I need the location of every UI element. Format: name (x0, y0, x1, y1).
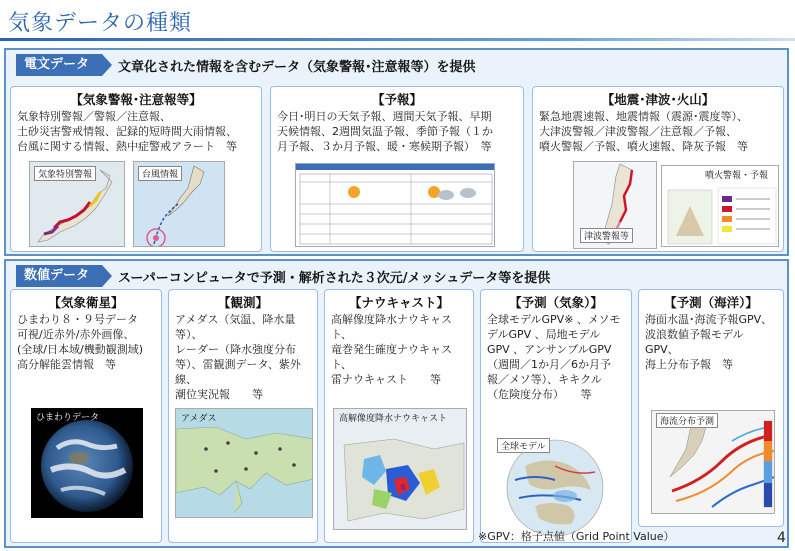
card-line: 今日･明日の天気予報、週間天気予報、早期 (277, 110, 492, 123)
himawari-image (31, 408, 143, 518)
special-warning-map-image (29, 161, 125, 247)
card-ocean-prediction (638, 289, 784, 527)
page-number: 4 (777, 530, 786, 546)
volcano-warning-image (661, 165, 779, 247)
card-line: 海面水温･海流予報GPV、 (645, 313, 773, 326)
card-line: 台風に関する情報、熱中症警戒アラート 等 (17, 140, 237, 153)
card-title: 【地震･津波･火山】 (601, 92, 715, 107)
card-line: デルGPV 、局地モデル (487, 328, 601, 341)
global-model-image (495, 436, 617, 540)
card-satellite (10, 289, 162, 543)
card-nowcast (324, 289, 474, 543)
card-line: レーダー（降水強度分布 (175, 343, 296, 356)
telegram-data-panel (4, 48, 789, 256)
card-line: 高分解能雲情報 等 (17, 358, 116, 371)
card-line: 報／メソ等）、キキクル (487, 373, 602, 386)
card-title: 【予測（気象）】 (509, 295, 603, 310)
card-line: 潮位実況報 等 (175, 388, 263, 401)
card-line: 月予報、３か月予報、暖・寒候期予報） 等 (277, 140, 492, 153)
image-label: アメダス (181, 414, 217, 424)
title-divider (0, 38, 795, 41)
card-line: 等）、雷観測データ、紫外線、 (175, 358, 301, 386)
image-label: 高解像度降水ナウキャスト (339, 414, 448, 424)
card-line: 雷ナウキャスト 等 (331, 373, 441, 386)
card-earthquake (532, 86, 784, 252)
card-line: 大津波警報／津波警報／注意報／予報、 (539, 125, 737, 138)
image-label: ひまわりデータ (36, 413, 100, 423)
card-line: 高解像度降水ナウキャスト、 (331, 313, 452, 341)
gpv-footnote: ※GPV：格子点値（Grid Point Value） (478, 530, 675, 543)
card-line: (全球/日本域/機動観測域) (17, 343, 143, 356)
card-forecast (270, 86, 524, 252)
card-line: 竜巻発生確度ナウキャスト、 (331, 343, 452, 371)
card-line: 緊急地震速報、地震情報（震源･震度等）、 (539, 110, 748, 123)
image-label: 全球モデル (497, 438, 550, 453)
card-line: GPV 、アンサンブルGPV (487, 343, 612, 356)
image-label: 台風情報 (138, 166, 182, 181)
ocean-current-image (651, 410, 775, 514)
card-line: アメダス（気温、降水量等）、 (175, 313, 296, 341)
card-title: 【ナウキャスト】 (348, 295, 449, 310)
card-line: 土砂災害警戒情報、記録的短時間大雨情報、 (17, 125, 237, 138)
card-title: 【気象警報･注意報等】 (70, 92, 202, 107)
image-label: 海流分布予測 (656, 413, 718, 428)
card-warnings (10, 86, 262, 252)
card-line: 噴火警報／予報、噴火速報、降灰予報 等 (539, 140, 748, 153)
amedas-map-image (175, 408, 313, 518)
nowcast-precip-image (333, 408, 467, 530)
image-label: 噴火警報・予報 (702, 168, 771, 181)
card-title: 【予測（海洋）】 (664, 295, 758, 310)
card-line: 波浪数値予報モデルGPV、 (645, 328, 744, 356)
card-line: 気象特別警報／警報／注意報、 (17, 110, 171, 123)
card-line: ひまわり８・９号データ (17, 313, 138, 326)
telegram-tag: 電文データ (16, 54, 102, 76)
card-line: 海上分布予報 等 (645, 358, 733, 371)
forecast-table-image (295, 163, 495, 247)
card-weather-prediction (480, 289, 632, 543)
numeric-headline: スーパーコンピュータで予測・解析された３次元/メッシュデータ等を提供 (118, 271, 551, 286)
card-line: 可視/近赤外/赤外画像、 (17, 328, 135, 341)
card-line: （週間／1か月／6か月予 (487, 358, 611, 371)
card-observation (168, 289, 318, 543)
card-line: 全球モデルGPV※ 、メソモ (487, 313, 621, 326)
page-title: 気象データの種類 (8, 11, 193, 36)
card-title: 【気象衛星】 (48, 295, 124, 310)
card-line: （危険度分布） 等 (487, 388, 592, 401)
tsunami-warning-map-image (573, 161, 657, 249)
numeric-tag: 数値データ (16, 265, 102, 287)
typhoon-info-image (133, 161, 225, 247)
telegram-headline: 文章化された情報を含むデータ（気象警報･注意報等）を提供 (118, 60, 476, 75)
numeric-data-panel (4, 259, 789, 548)
image-label: 気象特別警報 (34, 166, 96, 181)
card-line: 天候情報、2週間気温予報、季節予報（１か (277, 125, 493, 138)
image-label: 津波警報等 (580, 228, 633, 243)
card-title: 【観測】 (217, 295, 268, 310)
card-title: 【予報】 (371, 92, 422, 107)
